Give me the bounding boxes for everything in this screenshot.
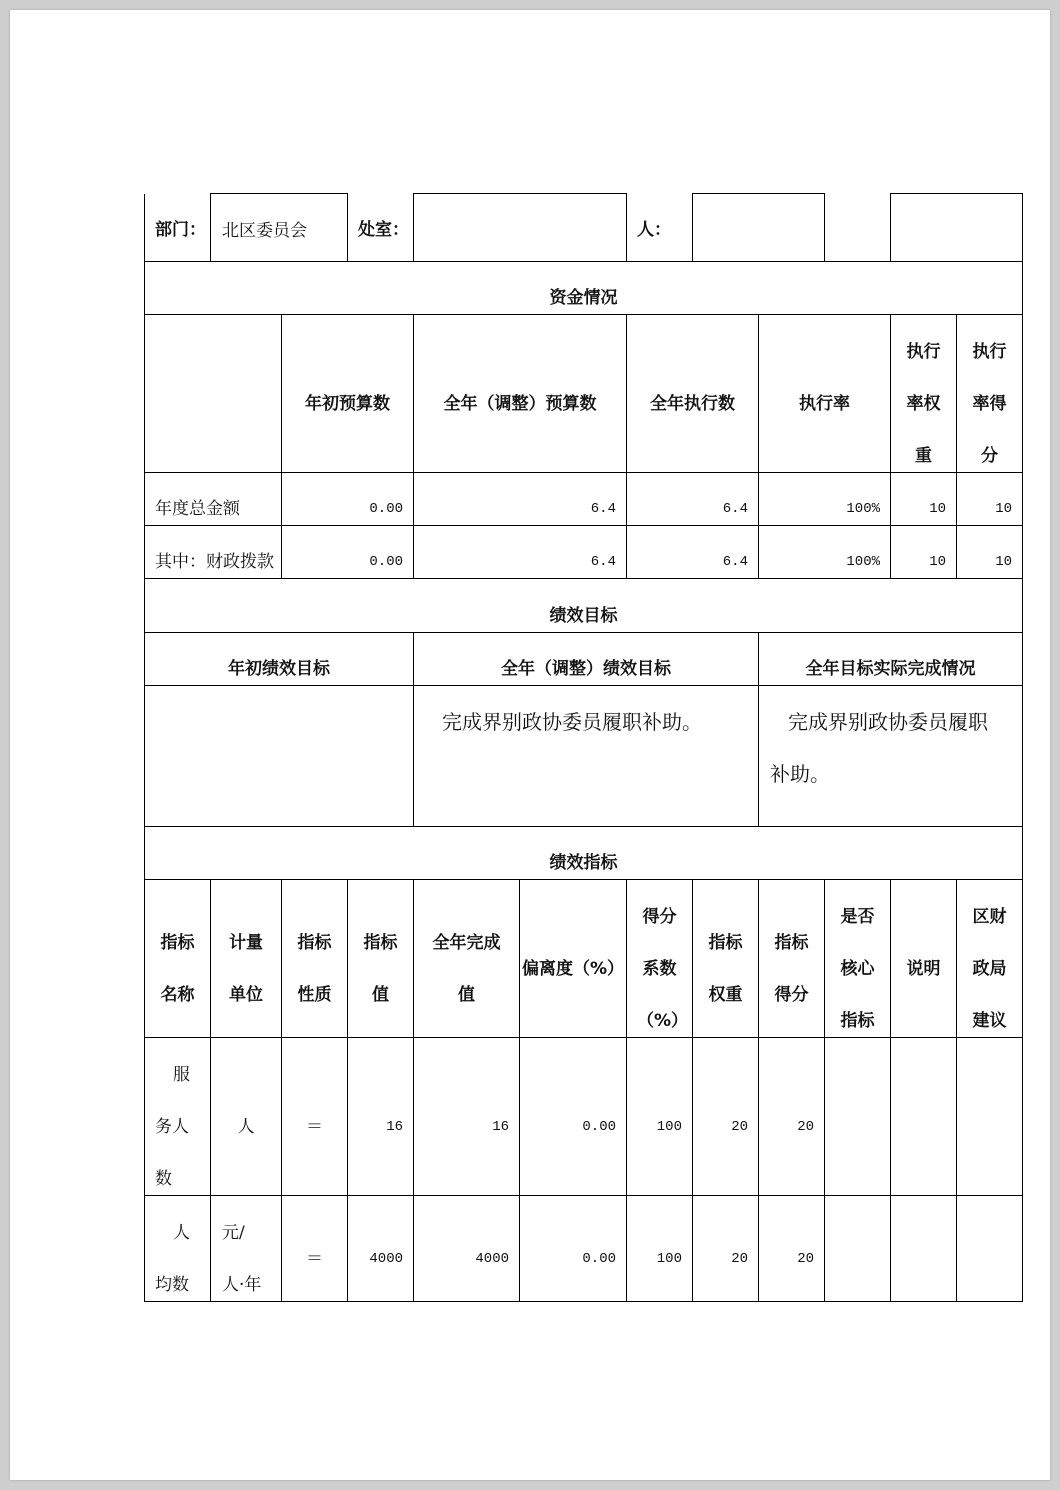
indicator-actual: 4000 bbox=[475, 1250, 509, 1267]
indicator-coefficient: 100 bbox=[656, 1118, 682, 1135]
header-actual-completion bbox=[759, 633, 1023, 686]
funds-title: 资金情况 bbox=[549, 288, 618, 308]
indicator-actual-cell bbox=[414, 1196, 520, 1302]
header-initial-budget bbox=[282, 315, 414, 473]
header-rate-score bbox=[957, 315, 1023, 473]
document-page bbox=[10, 10, 1050, 1480]
header-note-label: 说明 bbox=[906, 958, 941, 979]
value-rate-score: 10 bbox=[995, 501, 1012, 517]
indicator-coefficient-cell bbox=[627, 1196, 693, 1302]
indicator-weight-cell bbox=[693, 1196, 759, 1302]
person-label: 人： bbox=[637, 220, 671, 241]
header-suggestion bbox=[957, 880, 1023, 1038]
header-initial-goal bbox=[145, 633, 414, 686]
value-execution-rate: 100% bbox=[846, 501, 880, 517]
header-coefficient-label: 得分 系数 （%） bbox=[637, 906, 689, 1031]
goals-content-row bbox=[145, 686, 1023, 827]
header-actual bbox=[414, 880, 520, 1038]
indicator-unit: 人 bbox=[237, 1116, 255, 1137]
value-executed: 6.4 bbox=[722, 501, 748, 517]
indicator-actual: 16 bbox=[492, 1118, 509, 1135]
header-initial-budget-label: 年初预算数 bbox=[305, 393, 390, 414]
header-deviation bbox=[520, 880, 627, 1038]
indicator-target-cell bbox=[348, 1196, 414, 1302]
value-adjusted-budget: 6.4 bbox=[590, 501, 616, 517]
department-label-cell bbox=[145, 194, 211, 262]
value-execution-rate: 100% bbox=[846, 554, 880, 570]
person-value-cell bbox=[693, 194, 825, 262]
header-deviation-label: 偏离度（%） bbox=[522, 958, 625, 979]
header-unit bbox=[211, 880, 282, 1038]
funds-row-label-text: 其中：财政拨款 bbox=[155, 552, 274, 572]
table-row bbox=[145, 526, 1023, 579]
header-adjusted-goal bbox=[414, 633, 759, 686]
header-executed bbox=[627, 315, 759, 473]
indicator-unit-cell bbox=[211, 1038, 282, 1196]
indicator-deviation: 0.00 bbox=[582, 1118, 616, 1135]
indicator-score: 20 bbox=[797, 1250, 814, 1267]
header-weight-label: 指标 权重 bbox=[708, 932, 743, 1005]
header-note bbox=[891, 880, 957, 1038]
funds-header-row bbox=[145, 315, 1023, 473]
header-indicator-name-label: 指标 名称 bbox=[160, 932, 195, 1005]
header-adjusted-goal-label: 全年（调整）绩效目标 bbox=[501, 659, 671, 679]
department-label: 部门： bbox=[155, 220, 206, 241]
header-executed-label: 全年执行数 bbox=[650, 393, 735, 414]
header-weight bbox=[693, 880, 759, 1038]
funds-row-label bbox=[145, 473, 282, 526]
table-row bbox=[145, 1196, 1023, 1302]
indicator-suggestion-cell bbox=[957, 1196, 1023, 1302]
goals-title-row bbox=[145, 579, 1023, 633]
indicators-title: 绩效指标 bbox=[549, 853, 618, 873]
header-adjusted-budget-label: 全年（调整）预算数 bbox=[443, 393, 597, 414]
indicator-suggestion-cell bbox=[957, 1038, 1023, 1196]
funds-header-blank-cell bbox=[145, 315, 282, 473]
indicator-weight-cell bbox=[693, 1038, 759, 1196]
goals-title-cell bbox=[145, 579, 1023, 633]
indicator-weight: 20 bbox=[731, 1118, 748, 1135]
cell-initial-budget bbox=[282, 473, 414, 526]
cell-rate-weight bbox=[891, 526, 957, 579]
header-actual-label: 全年完成 值 bbox=[432, 932, 501, 1005]
indicator-note-cell bbox=[891, 1196, 957, 1302]
adjusted-goal-text: 完成界别政协委员履职补助。 bbox=[442, 710, 702, 734]
indicator-unit: 元/ 人·年 bbox=[222, 1222, 262, 1295]
department-value-cell bbox=[211, 194, 348, 262]
indicator-name: 人 均数 bbox=[155, 1222, 190, 1295]
indicator-nature: ＝ bbox=[306, 1116, 323, 1137]
funds-row-label bbox=[145, 526, 282, 579]
header-suggestion-label: 区财 政局 建议 bbox=[972, 906, 1007, 1031]
header-score-label: 指标 得分 bbox=[774, 932, 809, 1005]
indicator-target: 16 bbox=[386, 1118, 403, 1135]
indicator-note-cell bbox=[891, 1038, 957, 1196]
department-value: 北区委员会 bbox=[222, 220, 307, 241]
indicator-core-cell bbox=[825, 1196, 891, 1302]
header-target bbox=[348, 880, 414, 1038]
funds-row-label-text: 年度总金额 bbox=[155, 499, 240, 519]
indicator-nature-cell bbox=[282, 1196, 348, 1302]
indicator-nature-cell bbox=[282, 1038, 348, 1196]
initial-goal-content-cell bbox=[145, 686, 414, 827]
cell-initial-budget bbox=[282, 526, 414, 579]
header-coefficient bbox=[627, 880, 693, 1038]
indicator-nature: ＝ bbox=[306, 1248, 323, 1269]
indicator-actual-cell bbox=[414, 1038, 520, 1196]
cell-executed bbox=[627, 526, 759, 579]
header-rate-score-label: 执行 率得 分 bbox=[972, 341, 1007, 466]
indicator-name-cell bbox=[145, 1038, 211, 1196]
indicator-target-cell bbox=[348, 1038, 414, 1196]
value-initial-budget: 0.00 bbox=[369, 554, 403, 570]
header-initial-goal-label: 年初绩效目标 bbox=[228, 659, 330, 679]
header-execution-rate-label: 执行率 bbox=[799, 393, 850, 414]
cell-executed bbox=[627, 473, 759, 526]
header-score bbox=[759, 880, 825, 1038]
adjusted-goal-content-cell bbox=[414, 686, 759, 827]
header-core-label: 是否 核心 指标 bbox=[840, 906, 875, 1031]
indicator-deviation-cell bbox=[520, 1038, 627, 1196]
indicators-title-cell bbox=[145, 827, 1023, 880]
cell-rate-score bbox=[957, 526, 1023, 579]
cell-rate-score bbox=[957, 473, 1023, 526]
header-actual-completion-label: 全年目标实际完成情况 bbox=[805, 659, 976, 679]
header-adjusted-budget bbox=[414, 315, 627, 473]
indicator-score-cell bbox=[759, 1038, 825, 1196]
person-label-cell bbox=[627, 194, 693, 262]
table-row bbox=[145, 473, 1023, 526]
value-rate-score: 10 bbox=[995, 554, 1012, 570]
actual-completion-content-cell bbox=[759, 686, 1023, 827]
cell-adjusted-budget bbox=[414, 473, 627, 526]
blank-value-cell bbox=[891, 194, 1023, 262]
indicator-core-cell bbox=[825, 1038, 891, 1196]
office-value-cell bbox=[414, 194, 627, 262]
header-core bbox=[825, 880, 891, 1038]
goals-title: 绩效目标 bbox=[549, 605, 618, 626]
value-adjusted-budget: 6.4 bbox=[590, 554, 616, 570]
indicator-name-cell bbox=[145, 1196, 211, 1302]
funds-title-cell bbox=[145, 262, 1023, 315]
value-initial-budget: 0.00 bbox=[369, 501, 403, 517]
header-execution-rate bbox=[759, 315, 891, 473]
office-label-cell bbox=[348, 194, 414, 262]
performance-evaluation-table bbox=[144, 193, 1023, 1302]
indicator-score-cell bbox=[759, 1196, 825, 1302]
header-nature-label: 指标 性质 bbox=[297, 932, 332, 1005]
table-row bbox=[145, 1038, 1023, 1196]
indicator-weight: 20 bbox=[731, 1250, 748, 1267]
header-target-label: 指标 值 bbox=[363, 932, 398, 1005]
cell-execution-rate bbox=[759, 526, 891, 579]
indicator-name: 服 务人 数 bbox=[155, 1064, 190, 1189]
header-nature bbox=[282, 880, 348, 1038]
header-unit-label: 计量 单位 bbox=[229, 932, 263, 1005]
indicators-header-row bbox=[145, 880, 1023, 1038]
cell-rate-weight bbox=[891, 473, 957, 526]
indicator-coefficient: 100 bbox=[656, 1250, 682, 1267]
cell-adjusted-budget bbox=[414, 526, 627, 579]
indicator-unit-cell bbox=[211, 1196, 282, 1302]
actual-completion-text: 完成界别政协委员履职 补助。 bbox=[770, 710, 988, 786]
indicator-deviation: 0.00 bbox=[582, 1250, 616, 1267]
indicators-title-row bbox=[145, 827, 1023, 880]
header-indicator-name bbox=[145, 880, 211, 1038]
value-executed: 6.4 bbox=[722, 554, 748, 570]
header-rate-weight-label: 执行 率权 重 bbox=[906, 341, 941, 466]
funds-title-row bbox=[145, 262, 1023, 315]
cell-execution-rate bbox=[759, 473, 891, 526]
indicator-deviation-cell bbox=[520, 1196, 627, 1302]
blank-label-cell bbox=[825, 194, 891, 262]
value-rate-weight: 10 bbox=[929, 554, 946, 570]
indicator-score: 20 bbox=[797, 1118, 814, 1135]
indicator-target: 4000 bbox=[369, 1250, 403, 1267]
goals-header-row bbox=[145, 633, 1023, 686]
header-rate-weight bbox=[891, 315, 957, 473]
info-row bbox=[145, 194, 1023, 262]
value-rate-weight: 10 bbox=[929, 501, 946, 517]
office-label: 处室： bbox=[358, 220, 409, 241]
indicator-coefficient-cell bbox=[627, 1038, 693, 1196]
